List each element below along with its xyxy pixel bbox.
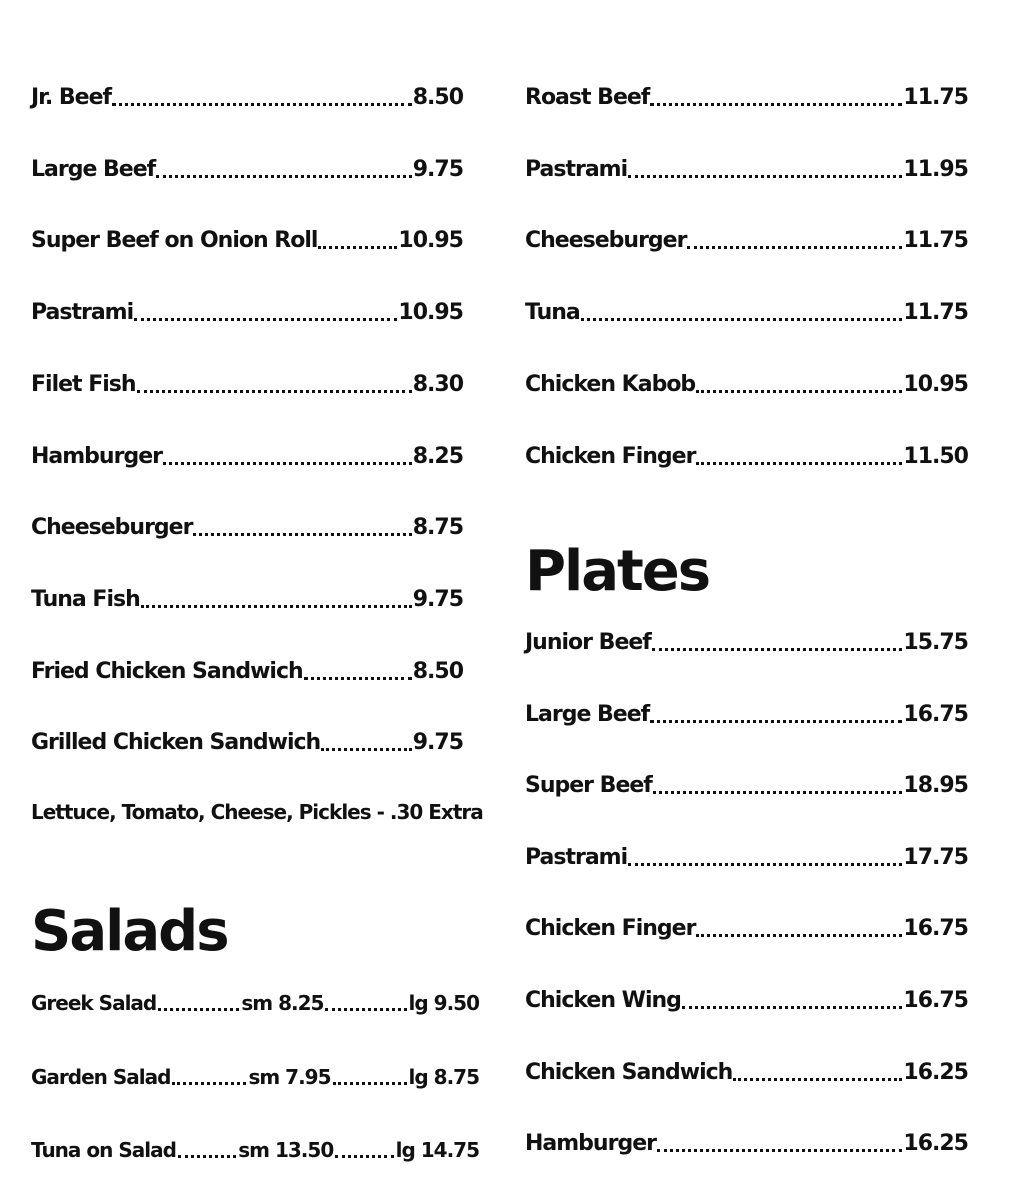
leader-dots	[163, 462, 412, 465]
extras-note: Lettuce, Tomato, Cheese, Pickles - .30 Extra	[31, 800, 483, 824]
item-name: Cheeseburger	[525, 228, 687, 254]
sandwich-item	[525, 226, 968, 256]
item-price: 11.75	[903, 228, 968, 254]
plate-item	[525, 771, 968, 801]
item-price: 18.95	[903, 773, 968, 799]
plate-item	[525, 843, 968, 873]
sandwich-item	[31, 370, 463, 400]
plate-item	[525, 1058, 968, 1088]
item-name: Roast Beef	[525, 85, 650, 110]
item-price: 16.75	[903, 988, 968, 1013]
leader-dots	[733, 1078, 902, 1081]
salad-large-price: lg 8.75	[408, 1065, 480, 1089]
salad-name: Tuna on Salad	[31, 1138, 176, 1162]
item-name: Pastrami	[31, 300, 134, 326]
salad-item	[31, 1135, 479, 1165]
item-price: 9.75	[412, 156, 463, 182]
salad-small-price: sm 8.25	[241, 991, 324, 1015]
item-name: Tuna	[525, 300, 580, 326]
item-price: 16.25	[903, 1131, 968, 1157]
sandwich-item	[31, 298, 463, 328]
item-price: 11.50	[903, 443, 968, 469]
plate-item	[525, 986, 968, 1016]
leader-dots	[137, 390, 412, 393]
item-price: 8.50	[412, 85, 463, 110]
item-name: Grilled Chicken Sandwich	[31, 730, 321, 756]
leader-dots	[652, 648, 903, 651]
item-price: 10.95	[398, 300, 463, 326]
sandwich-item	[31, 83, 463, 113]
item-name: Chicken Kabob	[525, 371, 696, 397]
leader-dots	[172, 1082, 246, 1085]
item-price: 11.75	[903, 85, 968, 110]
item-price: 10.95	[398, 228, 463, 254]
item-price: 8.30	[412, 371, 463, 397]
item-price: 10.95	[903, 371, 968, 397]
leader-dots	[333, 1082, 407, 1085]
sandwich-item	[31, 657, 463, 687]
leader-dots	[628, 863, 902, 866]
leader-dots	[650, 103, 902, 106]
item-name: Fried Chicken Sandwich	[31, 658, 303, 684]
item-price: 8.50	[412, 658, 463, 684]
leader-dots	[178, 1155, 236, 1158]
leader-dots	[158, 1008, 239, 1011]
item-price: 8.25	[412, 443, 463, 469]
leader-dots	[335, 1155, 393, 1158]
item-name: Chicken Wing	[525, 988, 681, 1013]
plates-heading: Plates	[525, 539, 710, 604]
sandwich-item	[525, 83, 968, 113]
leader-dots	[653, 791, 903, 794]
salad-large-price: lg 14.75	[395, 1138, 480, 1162]
leader-dots	[156, 175, 411, 178]
leader-dots	[112, 103, 412, 106]
plate-item	[525, 700, 968, 730]
salads-heading: Salads	[31, 899, 228, 964]
sandwich-item	[525, 298, 968, 328]
sandwich-item	[525, 155, 968, 185]
leader-dots	[141, 605, 412, 608]
item-name: Cheeseburger	[31, 515, 193, 541]
item-price: 8.75	[412, 515, 463, 541]
plate-item	[525, 628, 968, 658]
salad-name: Greek Salad	[31, 991, 157, 1015]
item-price: 9.75	[412, 730, 463, 756]
leader-dots	[682, 1006, 903, 1009]
salad-small-price: sm 7.95	[248, 1065, 331, 1089]
item-price: 11.75	[903, 300, 968, 326]
plate-item	[525, 1129, 968, 1159]
leader-dots	[304, 677, 412, 680]
leader-dots	[581, 318, 903, 321]
item-price: 16.25	[903, 1059, 968, 1085]
item-price: 15.75	[903, 630, 968, 655]
sandwich-item	[525, 442, 968, 472]
leader-dots	[325, 1008, 406, 1011]
item-name: Jr. Beef	[31, 85, 112, 110]
sandwich-item	[525, 370, 968, 400]
item-price: 17.75	[903, 844, 968, 870]
item-name: Super Beef	[525, 773, 652, 799]
leader-dots	[687, 246, 902, 249]
item-price: 11.95	[903, 156, 968, 182]
item-name: Pastrami	[525, 844, 628, 870]
plate-item	[525, 914, 968, 944]
leader-dots	[657, 1149, 902, 1152]
sandwich-item	[31, 585, 463, 615]
leader-dots	[318, 246, 397, 249]
salad-item	[31, 988, 479, 1018]
item-name: Tuna Fish	[31, 586, 140, 612]
leader-dots	[193, 533, 411, 536]
item-name: Filet Fish	[31, 371, 136, 397]
item-name: Chicken Sandwich	[525, 1059, 733, 1085]
item-name: Pastrami	[525, 156, 628, 182]
item-price: 16.75	[903, 916, 968, 942]
item-name: Hamburger	[31, 443, 162, 469]
leader-dots	[650, 720, 902, 723]
salad-item	[31, 1062, 479, 1092]
leader-dots	[696, 462, 902, 465]
leader-dots	[321, 748, 412, 751]
sandwich-item	[31, 226, 463, 256]
item-name: Hamburger	[525, 1131, 656, 1157]
sandwich-item	[31, 442, 463, 472]
sandwich-item	[31, 155, 463, 185]
leader-dots	[696, 390, 902, 393]
item-name: Large Beef	[31, 156, 156, 182]
salad-name: Garden Salad	[31, 1065, 171, 1089]
salad-large-price: lg 9.50	[408, 991, 480, 1015]
item-name: Super Beef on Onion Roll	[31, 228, 318, 254]
leader-dots	[628, 175, 902, 178]
item-name: Chicken Finger	[525, 443, 696, 469]
item-price: 16.75	[903, 701, 968, 727]
item-name: Junior Beef	[525, 630, 651, 655]
item-price: 9.75	[412, 586, 463, 612]
sandwich-item	[31, 513, 463, 543]
item-name: Chicken Finger	[525, 916, 696, 942]
sandwich-item	[31, 728, 463, 758]
item-name: Large Beef	[525, 701, 650, 727]
salad-small-price: sm 13.50	[238, 1138, 334, 1162]
leader-dots	[696, 934, 902, 937]
leader-dots	[134, 318, 397, 321]
